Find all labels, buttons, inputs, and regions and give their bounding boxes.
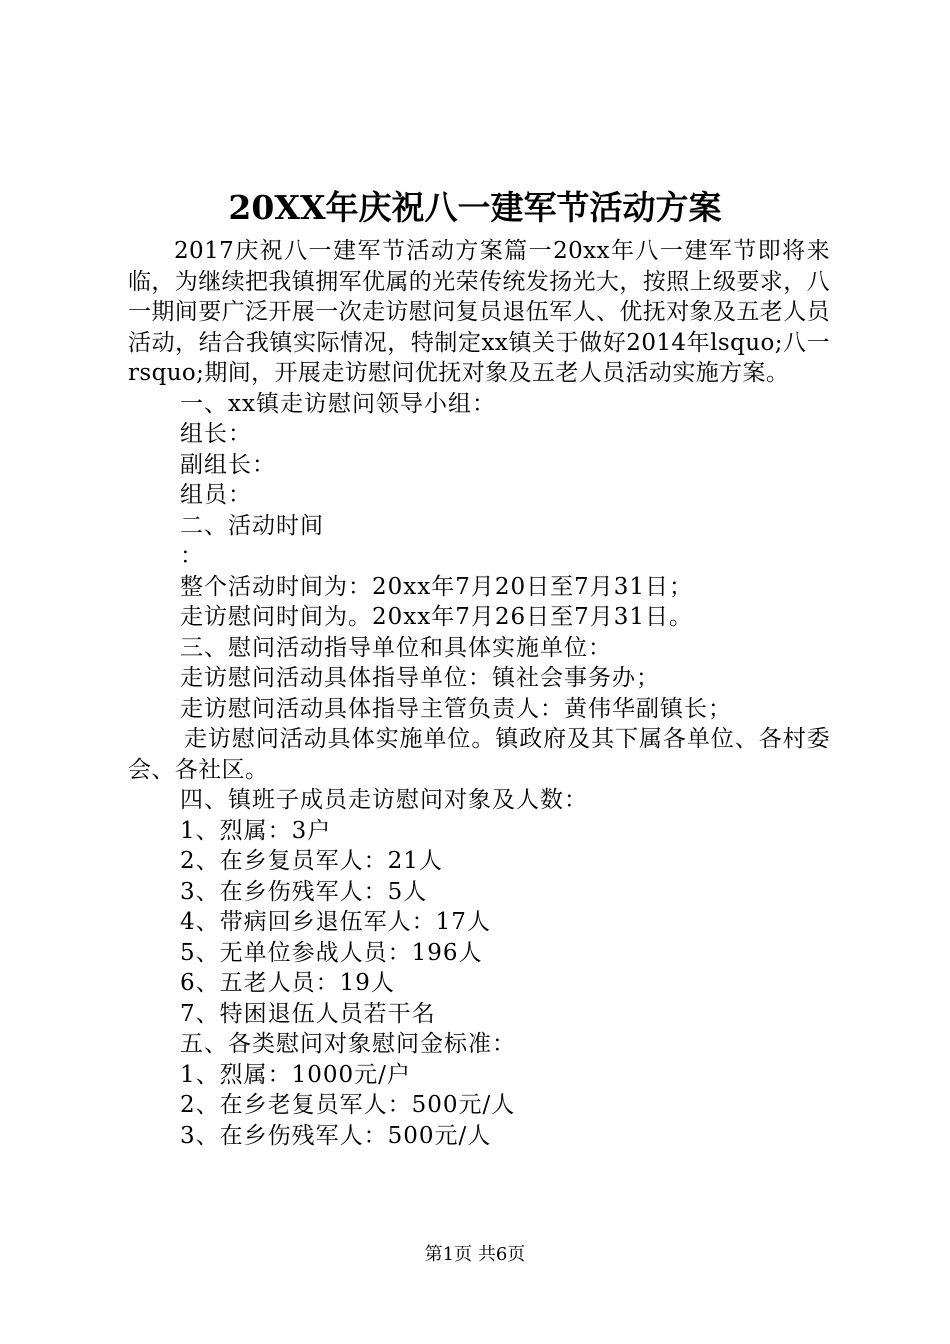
- section-heading-standards: 五、各类慰问对象慰问金标准：: [180, 1031, 516, 1057]
- text-line-guidance-unit: 走访慰问活动具体指导单位：镇社会事务办；: [180, 665, 660, 691]
- list-item: 2、在乡复员军人：21人: [180, 848, 443, 874]
- list-item: 4、带病回乡退伍军人：17人: [180, 909, 491, 935]
- text-line-deputy-leader: 副组长：: [180, 451, 276, 478]
- section-heading-units: 三、慰问活动指导单位和具体实施单位：: [180, 634, 612, 661]
- section-heading-time: 二、活动时间: [180, 512, 324, 539]
- text-line-members: 组员：: [180, 482, 252, 508]
- text-line-leader: 组长：: [180, 421, 252, 447]
- list-item: 7、特困退伍人员若干名: [180, 1000, 436, 1027]
- implementation-unit-paragraph: 走访慰问活动具体实施单位。镇政府及其下属各单位、各村委会、各社区。: [128, 726, 830, 783]
- list-item: 5、无单位参战人员：196人: [180, 939, 483, 966]
- section-heading-visit-targets: 四、镇班子成员走访慰问对象及人数：: [180, 787, 588, 813]
- list-item: 1、烈属：1000元/户: [180, 1061, 411, 1088]
- intro-paragraph: 2017庆祝八一建军节活动方案篇一20xx年八一建军节即将来临，为继续把我镇拥军优属的光荣传统发扬光大，按照上级要求，八一期间要广泛开展一次走访慰问复员退伍军人、优抚对象及五老人员活动，结合我镇实际情况，特制定xx镇关于做好2014年lsquo;八一rsquo;期间，开展走访慰问优抚对象及五老人员活动实施方案。: [128, 238, 830, 386]
- page-footer: 第1页 共6页: [424, 1244, 526, 1265]
- document-body: [128, 236, 830, 1151]
- list-item: 6、五老人员：19人: [180, 970, 395, 996]
- list-item: 3、在乡伤残军人：5人: [180, 878, 428, 905]
- list-item: 1、烈属：3户: [180, 817, 332, 844]
- text-line-guidance-leader: 走访慰问活动具体指导主管负责人：黄伟华副镇长；: [180, 695, 732, 722]
- text-line-overall-time: 整个活动时间为：20xx年7月20日至7月31日；: [180, 573, 694, 600]
- list-item: 3、在乡伤残军人：500元/人: [180, 1122, 492, 1149]
- document-title: 20XX年庆祝八一建军节活动方案: [228, 188, 722, 227]
- section-heading-leadership: 一、xx镇走访慰问领导小组：: [180, 390, 496, 417]
- text-line-colon: ：: [180, 543, 204, 569]
- text-line-visit-time: 走访慰问时间为。20xx年7月26日至7月31日。: [180, 604, 694, 630]
- list-item: 2、在乡老复员军人：500元/人: [180, 1092, 516, 1118]
